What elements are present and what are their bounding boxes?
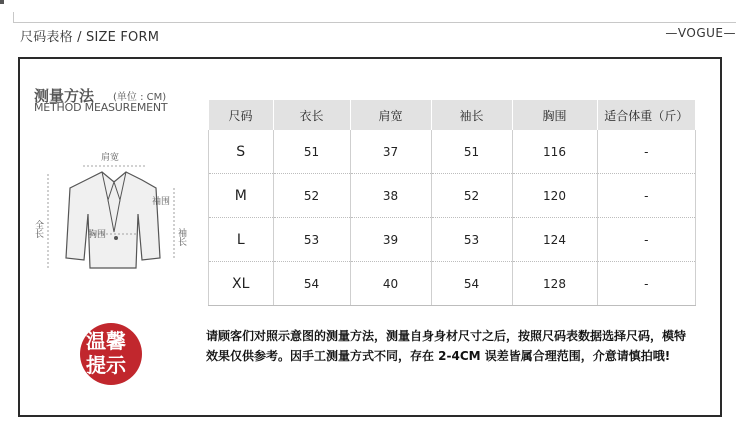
cell-size: M (209, 174, 274, 218)
cell-size: S (209, 130, 274, 174)
cell-chest: 128 (512, 262, 597, 306)
cell-length: 53 (273, 218, 350, 262)
header-sleeve: 袖长 (431, 100, 512, 130)
notice-badge-line2: 提示 (86, 353, 126, 377)
cell-shoulder: 37 (350, 130, 431, 174)
label-length: 全长 (33, 220, 43, 238)
cell-chest: 116 (512, 130, 597, 174)
jacket-measurement-diagram (28, 140, 198, 280)
cell-sleeve: 54 (431, 262, 512, 306)
header-weight: 适合体重（斤） (597, 100, 696, 130)
cell-weight: - (597, 262, 696, 306)
brand-label: —VOGUE— (665, 26, 736, 40)
cell-sleeve: 51 (431, 130, 512, 174)
cell-size: L (209, 218, 274, 262)
corner-mark (0, 0, 4, 4)
label-sleeve: 袖长 (176, 228, 186, 246)
measurement-unit: (单位 : CM) (113, 92, 167, 103)
measurement-subtitle: METHOD MEASUREMENT (34, 101, 168, 114)
header-shoulder: 肩宽 (350, 100, 431, 130)
label-chest: 胸围 (88, 230, 107, 240)
cell-sleeve: 53 (431, 218, 512, 262)
cell-weight: - (597, 174, 696, 218)
table-row (209, 262, 696, 306)
cell-size: XL (209, 262, 274, 306)
size-table (208, 100, 696, 306)
notice-text: 请顾客们对照示意图的测量方法，测量自身身材尺寸之后，按照尺码表数据选择尺码，模特效果仅供参考。因手工测量方式不同，存在 2-4CM 误差皆属合理范围，介意请慎拍哦! (206, 329, 687, 363)
table-row (209, 218, 696, 262)
header-size: 尺码 (209, 100, 274, 130)
cell-sleeve: 52 (431, 174, 512, 218)
table-header-row (209, 100, 696, 130)
cell-shoulder: 38 (350, 174, 431, 218)
table-row (209, 174, 696, 218)
page-title: 尺码表格 / SIZE FORM (20, 30, 160, 45)
notice-badge-line1: 温馨 (86, 329, 126, 353)
cell-length: 52 (273, 174, 350, 218)
cell-shoulder: 39 (350, 218, 431, 262)
measurement-title: 测量方法 (34, 87, 95, 105)
cell-shoulder: 40 (350, 262, 431, 306)
cell-length: 54 (273, 262, 350, 306)
cell-weight: - (597, 218, 696, 262)
cell-chest: 120 (512, 174, 597, 218)
label-sleeve-circ: 袖围 (152, 197, 171, 207)
table-row (209, 130, 696, 174)
cell-weight: - (597, 130, 696, 174)
notice-badge (80, 323, 142, 385)
label-shoulder: 肩宽 (101, 153, 120, 163)
cell-length: 51 (273, 130, 350, 174)
header-divider (14, 22, 736, 23)
header-length: 衣长 (273, 100, 350, 130)
cell-chest: 124 (512, 218, 597, 262)
header-chest: 胸围 (512, 100, 597, 130)
